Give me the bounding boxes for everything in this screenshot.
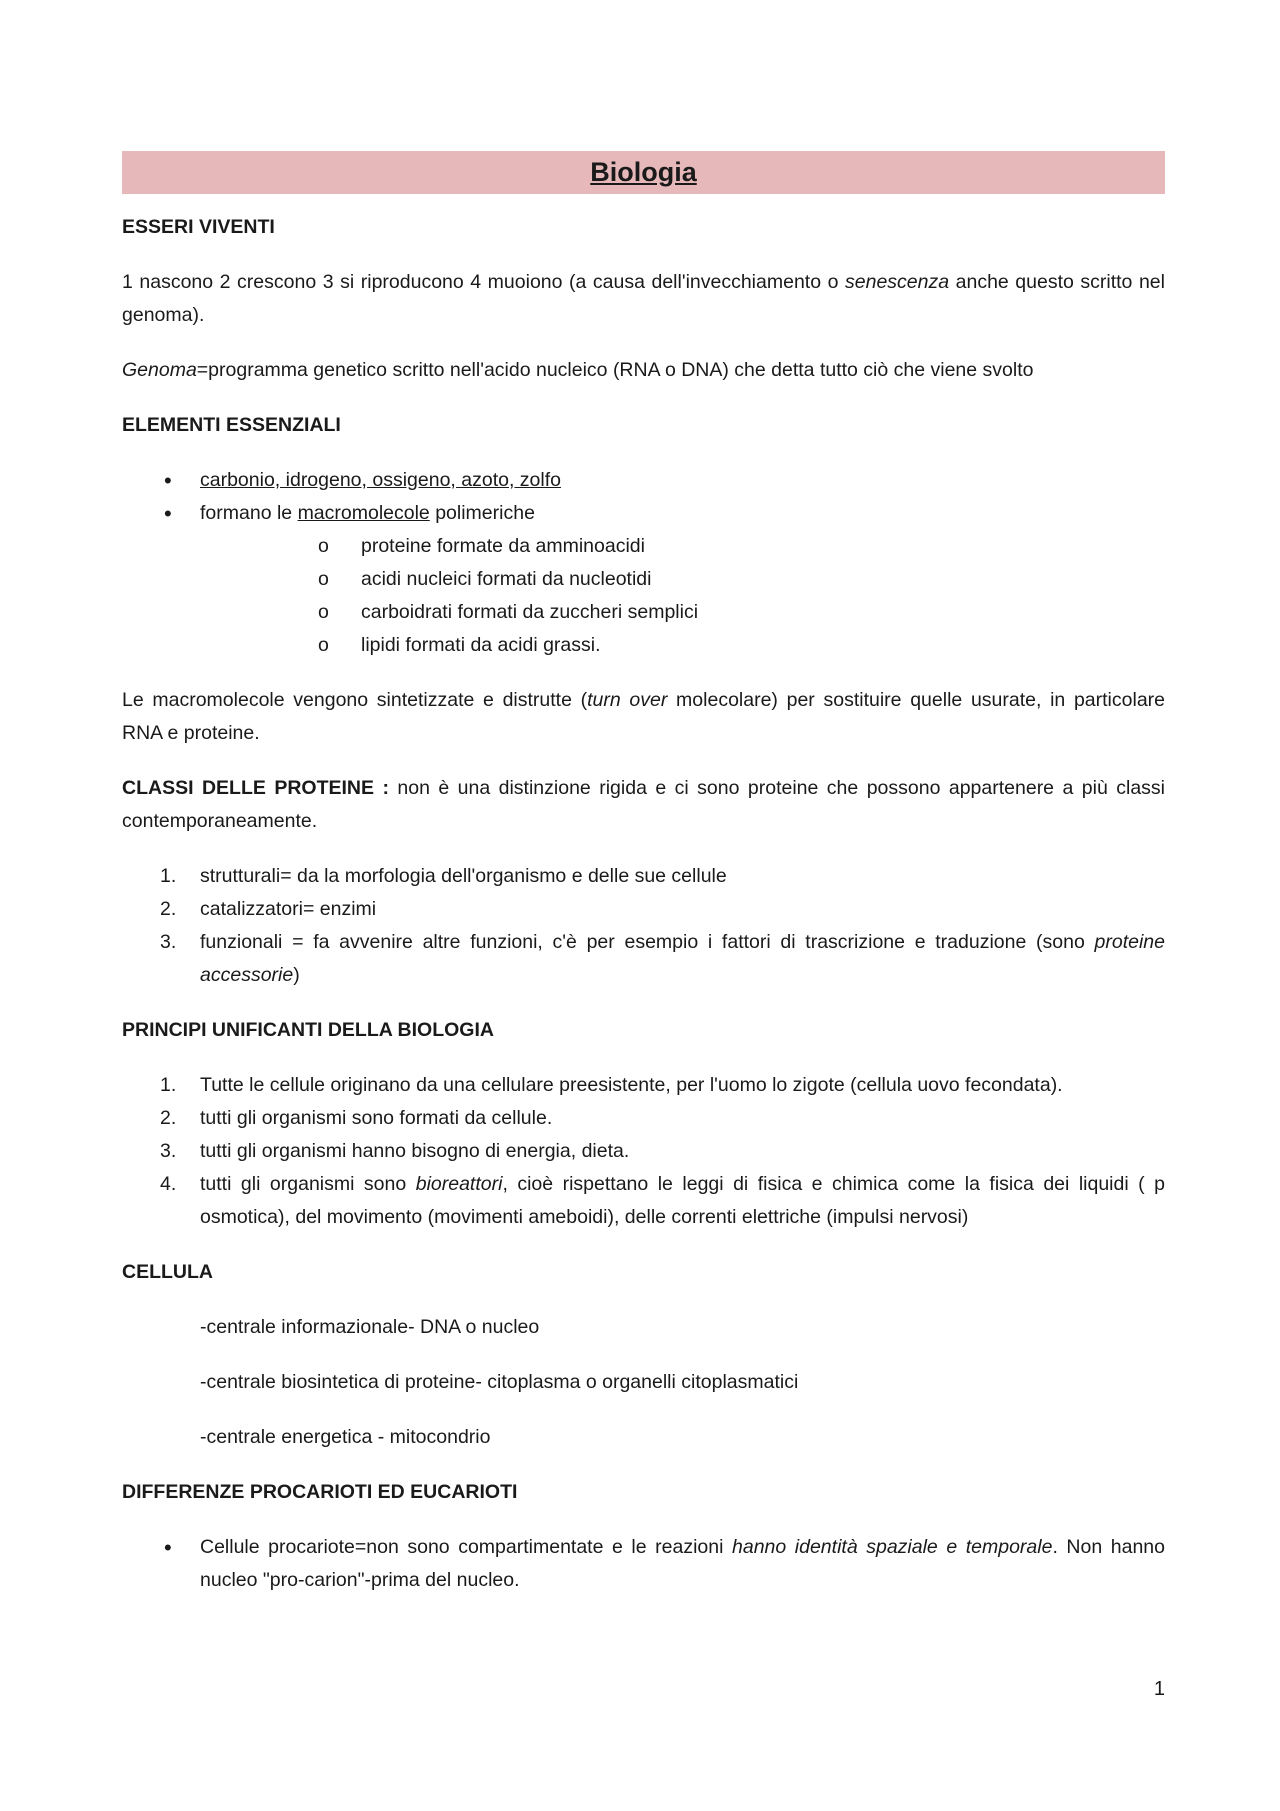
bullet-item: • formano le macromolecole polimeriche o proteine formate da amminoacidi o acidi nucleici formati da nucleotidi o carboidrati formati da zuccheri semplici o lipidi formati da acidi grassi. [122, 497, 1165, 662]
heading-cellula: CELLULA [122, 1261, 213, 1283]
bullet-item: • Cellule procariote=non sono compartimentate e le reazioni hanno identità spaziale e temporale. Non hanno nucleo "pro-carion"-prima del nucleo. [122, 1531, 1165, 1597]
numbered-item: 1. Tutte le cellule originano da una cellulare preesistente, per l'uomo lo zigote (cellula uovo fecondata). [160, 1074, 1063, 1096]
differences-bullet-list [122, 1531, 1165, 1597]
paragraph-turn-over: Le macromolecole vengono sintetizzate e distrutte (turn over molecolare) per sostituire quelle usurate, in particolare RNA e proteine. [122, 689, 1166, 744]
page-title: Biologia [590, 157, 697, 187]
macromolecule-sublist [200, 530, 1165, 662]
numbered-item: 1. strutturali= da la morfologia dell'organismo e delle sue cellule [160, 865, 727, 887]
principles-list [122, 1069, 1165, 1234]
heading-elementi-essenziali: ELEMENTI ESSENZIALI [122, 414, 341, 436]
cell-line: -centrale informazionale- DNA o nucleo [200, 1316, 540, 1338]
sub-item: o proteine formate da amminoacidi [200, 530, 1165, 563]
paragraph-genoma: Genoma=programma genetico scritto nell'acido nucleico (RNA o DNA) che detta tutto ciò che viene svolto [122, 359, 1034, 381]
heading-differenze: DIFFERENZE PROCARIOTI ED EUCARIOTI [122, 1481, 518, 1503]
sub-item: o carboidrati formati da zuccheri semplici [200, 596, 1165, 629]
paragraph-life-stages: 1 nascono 2 crescono 3 si riproducono 4 muoiono (a causa dell'invecchiamento o senescenza anche questo scritto nel genoma). [122, 271, 1165, 326]
heading-esseri-viventi: ESSERI VIVENTI [122, 216, 275, 238]
heading-classi-proteine: CLASSI DELLE PROTEINE : [122, 777, 389, 799]
paragraph-classi-proteine: CLASSI DELLE PROTEINE : non è una distinzione rigida e ci sono proteine che possono appartenere a più classi contemporaneamente. [122, 777, 1165, 832]
bullet-item: • carbonio, idrogeno, ossigeno, azoto, zolfo [122, 464, 1165, 497]
numbered-item: 3. tutti gli organismi hanno bisogno di energia, dieta. [160, 1140, 630, 1162]
elements-bullet-list [122, 464, 1165, 662]
cell-line: -centrale biosintetica di proteine- citoplasma o organelli citoplasmatici [200, 1371, 799, 1393]
sub-item: o acidi nucleici formati da nucleotidi [200, 563, 1165, 596]
cell-line: -centrale energetica - mitocondrio [200, 1426, 491, 1448]
heading-principi-unificanti: PRINCIPI UNIFICANTI DELLA BIOLOGIA [122, 1019, 494, 1041]
title-banner [122, 151, 1165, 194]
numbered-item: 2. tutti gli organismi sono formati da cellule. [160, 1107, 553, 1129]
page-number: 1 [1153, 1678, 1165, 1700]
page-content [122, 151, 1165, 1619]
numbered-item: 2. catalizzatori= enzimi [160, 898, 377, 920]
numbered-item: 3. funzionali = fa avvenire altre funzioni, c'è per esempio i fattori di trascrizione e traduzione (sono proteine accessorie) [160, 931, 1165, 986]
protein-classes-list [122, 860, 1165, 992]
numbered-item: 4. tutti gli organismi sono bioreattori, cioè rispettano le leggi di fisica e chimica come la fisica dei liquidi ( p osmotica), del movimento (movimenti ameboidi), delle correnti elettriche (impulsi nervosi) [160, 1173, 1166, 1228]
sub-item: o lipidi formati da acidi grassi. [200, 629, 1165, 662]
